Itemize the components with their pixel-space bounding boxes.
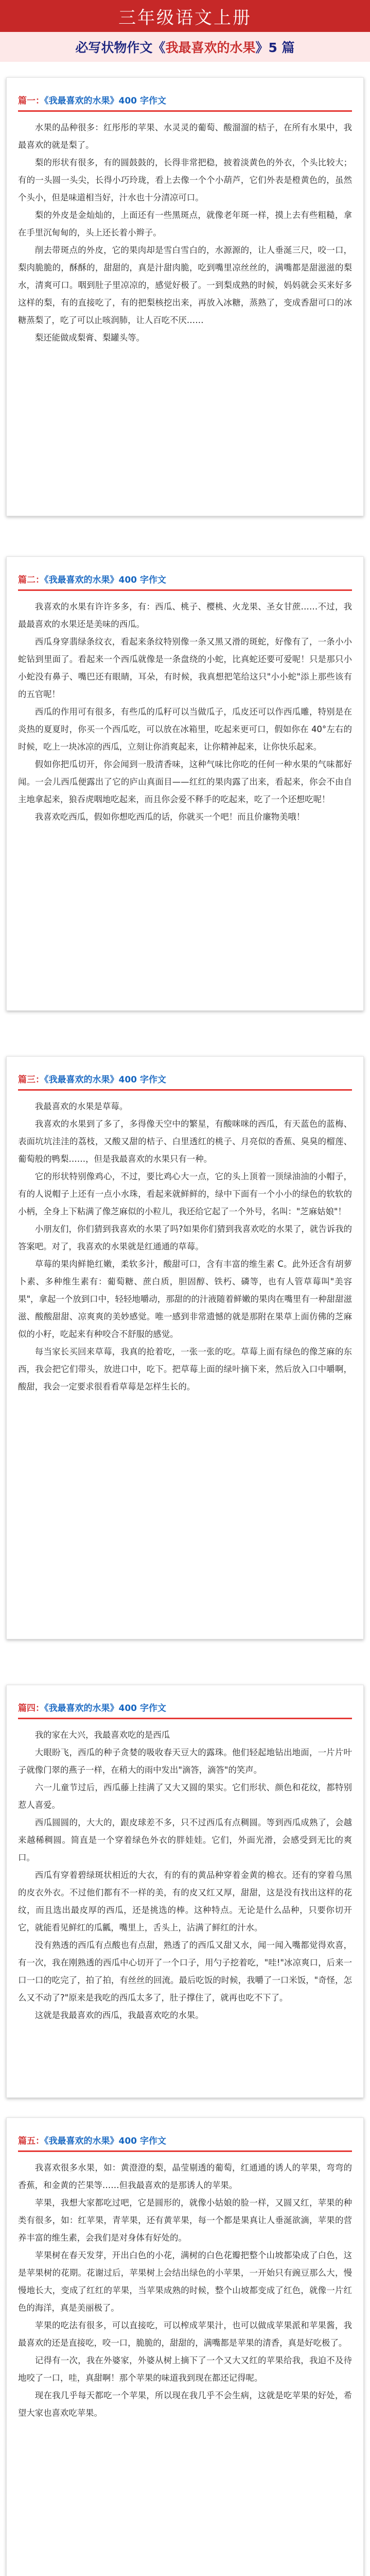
essay-heading — [18, 93, 352, 112]
essay-paragraph: 梨的形状有很多，有的圆鼓鼓的，长得非常把稳，披着淡黄色的外衣，个头比较大；有的一头圆一头尖，长得小巧玲珑，看上去像一个个小葫芦，它们外表是橙黄色的，虽然个头小，但是味道相当好，汁水也十分清凉可口。 — [18, 158, 352, 202]
essay-heading — [18, 1072, 352, 1091]
subtitle-prefix: 必写状物作文《 — [75, 40, 166, 55]
essay-paragraph: 我喜欢的水果有许许多多，有：西瓜、桃子、樱桃、火龙果、圣女甘蔗……不过，我最最喜欢的水果还是美味的西瓜。 — [18, 602, 352, 629]
essay-body — [7, 594, 363, 836]
essay-paragraph: 没有熟透的西瓜有点酸也有点甜，熟透了的西瓜又甜又水，闻一闻入嘴都觉得欢喜，有一次，我在刚熟透的西瓜中心切开了一个口子，用勺子挖着吃，"哇!"冰凉爽口，后来一口一口的吃完了，拍了拍，有丝丝的回流。最后吃饭的时候，我嚼了一口米饭，"奇怪，怎么又不动了?"原来是我吃的西瓜太多了，肚子撑住了，就再也吃不下了。 — [18, 1940, 352, 2003]
essay-paragraph: 西瓜圆圆的，大大的，跟皮球差不多，只不过西瓜有点稠圆。等到西瓜成熟了，会越来越稀稠圆。简直是一个穿着绿色外衣的胖娃娃。它们，外面光滑，会感受到无比的爽口。 — [18, 1818, 352, 1862]
essay-paragraph: 它的形状特别像鸡心，不过，要比鸡心大一点，它的头上顶着一顶绿油油的小帽子，有的人说帽子上还有一点小水珠，看起来就鲜鲜的，绿中下面有一个小小的绿色的软软的小柄，全身上下粘满了像芝麻似的小粒儿，我还给它起了一个外号，名叫："芝麻姑娘"！ — [18, 1172, 352, 1216]
essay-card-5 — [6, 2117, 364, 2576]
essay-number: 篇五： — [18, 2136, 44, 2146]
essay-paragraph: 苹果，我想大家都吃过吧，它是圆形的，就像小姑娘的脸一样，又圆又红，苹果的种类有很多，如：红苹果，青苹果，还有黄苹果，每一个都是果真让人垂涎欲滴，苹果的营养丰富的维生素，会我们是对身体有好处的。 — [18, 2198, 352, 2243]
essay-body — [7, 2155, 363, 2432]
essay-paragraph: 苹果树在春天发芽，开出白色的小花，满树的白色花瓣把整个山坡都染成了白色，这是苹果树的花期。花谢过后，苹果树上会结出绿色的小苹果，一开始只有豌豆那么大，慢慢地长大，变成了红红的苹果，当苹果成熟的时候，整个山坡都变成了红色，就像一片红色的海洋，真是美丽极了。 — [18, 2250, 352, 2313]
essay-title: 《我最喜欢的水果》400 字作文 — [44, 2136, 166, 2146]
subtitle-suffix: 》5 篇 — [255, 40, 295, 55]
essay-paragraph: 草莓的果肉鲜艳红嫩，柔软多汁，酸甜可口，含有丰富的维生素 C。此外还含有胡萝卜素、多种维生素有：葡萄糖、蔗白质，胆固醇、铁朽、磷等，也有人管草莓叫"美容果"，拿起一个放到口中，轻轻地嚼动，那甜的的汁液随着鲜嫩的果肉在嘴里有一种甜甜滋滋、酸酸甜甜、凉爽爽的美妙感觉。唯一感到非常遗憾的就是那附在果草上面仿佛的芝麻似的小籽，吃起来有种咬合不舒服的感觉。 — [18, 1259, 352, 1339]
essay-paragraph: 水果的品种很多：红彤彤的苹果、水灵灵的葡萄、酸溜溜的桔子，在所有水果中，我最喜欢的就是梨了。 — [18, 123, 352, 150]
essay-card-1 — [6, 77, 364, 516]
essay-paragraph: 我的家在大兴，我最喜欢吃的是西瓜 — [34, 1730, 170, 1740]
essay-body — [7, 115, 363, 357]
essay-paragraph: 小朋友们，你们猜到我喜欢的水果了吗?如果你们猜到我喜欢吃的水果了，就告诉我的答案吧。对了，我喜欢的水果就是红通通的草莓。 — [18, 1224, 352, 1251]
essay-paragraph: 这就是我最喜欢的西瓜，我最喜欢吃的水果。 — [34, 2010, 204, 2020]
essay-title: 《我最喜欢的水果》400 字作文 — [44, 1075, 166, 1085]
essay-paragraph: 梨还能做成梨膏、梨罐头等。 — [34, 333, 145, 343]
essay-paragraph: 大眼盼飞，西瓜的种子贪婪的吸收春天豆大的露珠。他们轻起地钻出地面，一片片叶子就像门翠的燕子一样，在稍大的雨中发出"滴答，滴答"的笑声。 — [18, 1748, 352, 1775]
essay-paragraph: 六一儿童节过后，西瓜藤上挂满了又大又圆的果实。它们形状、颜色和花纹，都特别惹人喜爱。 — [18, 1783, 352, 1810]
essay-card-2 — [6, 556, 364, 1011]
essay-card-3 — [6, 1056, 364, 1639]
essay-heading — [18, 2133, 352, 2152]
essay-paragraph: 我最喜欢的水果是草莓。 — [34, 1101, 128, 1111]
essay-card-4 — [6, 1685, 364, 2098]
essay-paragraph: 苹果的吃法有很多，可以直接吃，可以榨成苹果汁，也可以做成苹果派和苹果酱，我最喜欢的还是直接吃，咬一口，脆脆的，甜甜的，满嘴都是苹果的清香，真是好吃极了。 — [18, 2320, 352, 2348]
essay-paragraph: 我喜欢很多水果，如：黄澄澄的梨，晶莹剔透的葡萄，红通通的诱人的苹果，弯弯的香蕉，和金黄的芒果等……但我最喜欢的是那诱人的苹果。 — [18, 2163, 352, 2190]
subtitle-topic: 我最喜欢的水果 — [165, 40, 256, 55]
essay-heading — [18, 1701, 352, 1719]
essay-paragraph: 我喜欢吃西瓜，假如你想吃西瓜的话，你就买一个吧！而且价廉物美哦！ — [34, 812, 305, 822]
page-subtitle — [0, 32, 370, 62]
essay-paragraph: 梨的外皮是金灿灿的，上面还有一些黑斑点，就像老年斑一样，摸上去有些粗糙，拿在手里沉甸甸的，头上还长着小辫子。 — [18, 210, 352, 238]
essay-number: 篇四： — [18, 1703, 44, 1714]
essay-paragraph: 每当家长买回来草莓，我真的抢着吃，一张一张的吃。草莓上面有绿色的像芝麻的东西，我会把它们带头，放进口中，吃下。把草莓上面的绿叶摘下来，然后放入口中嚼啊，酸甜，我会一定要求很看看草莓是怎样生长的。 — [18, 1347, 352, 1392]
essay-body — [7, 1094, 363, 1406]
essay-body — [7, 1722, 363, 2035]
essay-paragraph: 假如你把瓜切开，你会闻到一股清香味，这种气味比你吃的任何一种水果的气味都好闻。一会儿西瓜便露出了它的庐山真面目——红红的果肉露了出来，看起来，你会不由自主地拿起来，狼吞虎咽地吃起来，而且你会爱不释手的吃起来，吃了一个还想吃呢！ — [18, 759, 352, 804]
essay-paragraph: 西瓜的作用可有很多，有些瓜的瓜籽可以当做瓜子，瓜皮还可以作西瓜雕，特别是在炎热的夏夏时，你买一个西瓜吃，可以放在冰箱里，吃起来更可口，假如你在 40°左右的时候，吃上一块冰凉的西瓜，立刻让你消爽起来，让你精神起来，让你快乐起来。 — [18, 707, 352, 752]
essay-number: 篇三： — [18, 1075, 44, 1085]
essay-paragraph: 现在我几乎每天都吃一个苹果，所以现在我几乎不会生病，这就是吃苹果的好处，希望大家也喜欢吃苹果。 — [18, 2391, 352, 2418]
essay-title: 《我最喜欢的水果》400 字作文 — [44, 1703, 166, 1714]
essay-title: 《我最喜欢的水果》400 字作文 — [44, 96, 166, 106]
essay-number: 篇二： — [18, 575, 44, 585]
essay-number: 篇一： — [18, 96, 44, 106]
essay-paragraph: 西瓜身穿翡绿条纹衣，看起来条纹特别像一条又黑又滑的斑蛇，好像有了，一条小小蛇钻到里面了。看起来一个西瓜就像是一条盘绕的小蛇，比真蛇还要可爱呢！只是那只小小蛇没有鼻子、嘴巴还有眼睛，耳朵，有时候，我真想把笔给这只"小小蛇"添上那些该有的五官呢！ — [18, 637, 352, 699]
essay-heading — [18, 572, 352, 591]
essay-title: 《我最喜欢的水果》400 字作文 — [44, 575, 166, 585]
essay-paragraph: 西瓜有穿着碧绿斑状相近的大衣，有的有的黄品种穿着金黄的棉衣。还有的穿着乌黑的皮衣外衣。不过他们都有不一样的美，有的皮又红又厚，甜甜，这是没有找出这样的花纹，而且选出最皮厚的西瓜，还是挑选的棒。这种特点。无论是什么品种，只要你切开它，就能看见鲜红的瓜瓤，嘴里上，舌头上，沾满了鲜红的汁水。 — [18, 1870, 352, 1933]
essay-paragraph: 我喜欢的水果到了多了，多得像天空中的繁星，有酸咪咪的西瓜，有天蓝色的蓝梅、表面坑坑洼洼的荔枝，又酸又甜的桔子、白里透红的桃子、月亮似的香蕉、臭臭的榴莲、葡萄般的鸭梨……，但是我最喜欢的水果只有一种。 — [18, 1119, 352, 1164]
page-title: 三年级语文上册 — [0, 0, 370, 32]
essay-paragraph: 记得有一次，我在外婆家，外婆从树上摘下了一个又大又红的苹果给我，我迫不及待地咬了一口，哇，真甜啊！那个苹果的味道我到现在都还记得呢。 — [18, 2355, 352, 2383]
essay-paragraph: 削去带斑点的外皮，它的果肉却是雪白雪白的，水源源的，让人垂涎三尺，咬一口，梨肉脆脆的，酥酥的，甜甜的，真是汁甜肉脆，吃到嘴里凉丝丝的，满嘴都是甜滋滋的梨水，清爽可口。咽到肚子里凉凉的，感觉好极了。一到梨成熟的时候，妈妈就会买来好多这样的梨，有的直接吃了，有的把梨核挖出来，再放入冰糖，蒸熟了，变成香甜可口的冰糖蒸梨了，吃了可以止咳润肺，让人百吃不厌…… — [18, 245, 352, 325]
